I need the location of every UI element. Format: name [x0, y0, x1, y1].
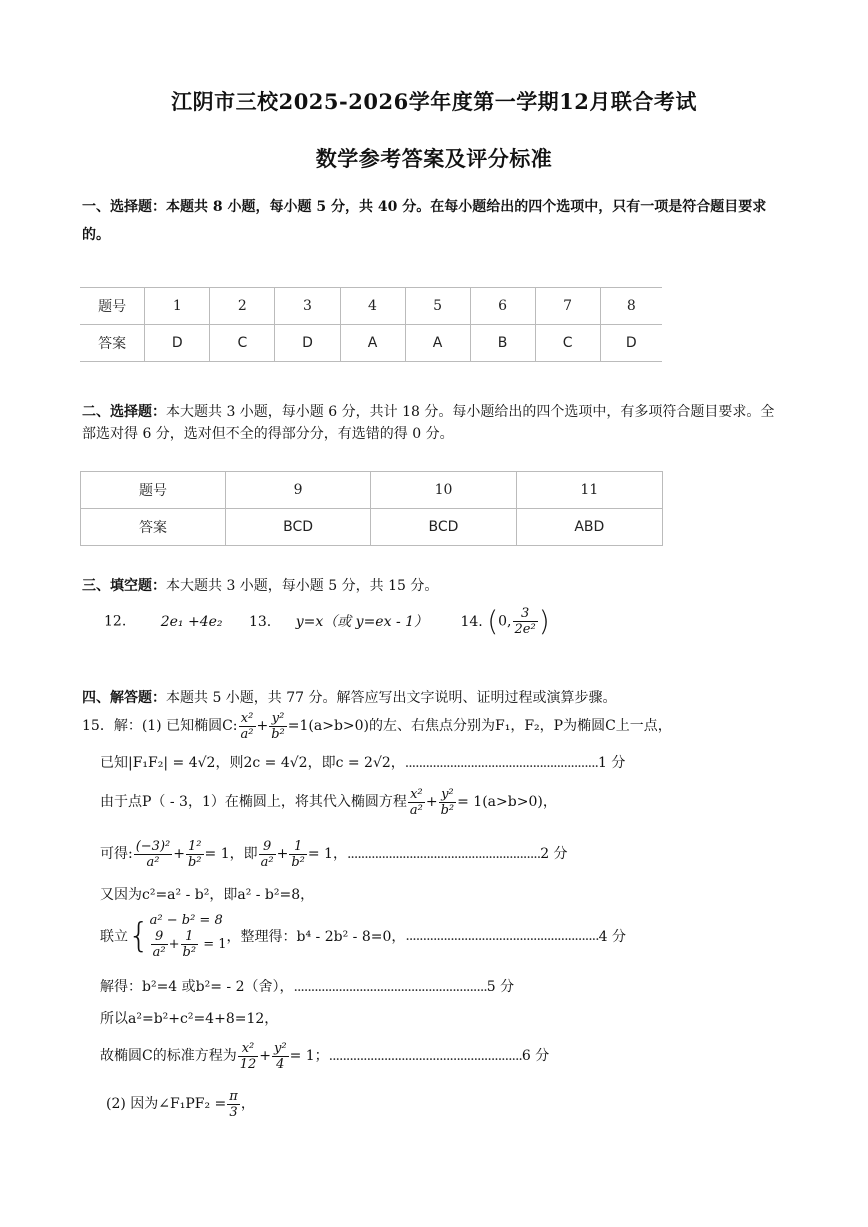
section2-heading-bold: 二、选择题： — [82, 404, 166, 420]
table-cell: 7 — [535, 288, 600, 325]
row-label-answer: 答案 — [81, 509, 226, 546]
fraction: $\frac{\text{y²}}{\text{b²}}$ — [271, 710, 285, 742]
solution-line-10: (2) 因为∠F₁PF₂ = $\frac{\pi}{3}$ ， — [106, 1088, 255, 1120]
table-row — [81, 509, 663, 546]
table-cell: BCD — [371, 509, 516, 546]
solution-line-6: 联立{ a² − b² = 8 $\frac{9}{\text{a²}}$ + $\frac{1}{\text{b²}}$ = 1 ，整理得：b⁴ - 2b² - 8=0，........................................................4 分 — [100, 913, 626, 960]
table-row — [80, 325, 662, 362]
q14-number: 14. — [460, 613, 483, 630]
fraction: $\frac{\text{x²}}{12}$ — [239, 1040, 257, 1072]
table-cell: 4 — [340, 288, 405, 325]
q14-paren-open: ( — [487, 604, 499, 638]
section2-heading-text: 本大题共 3 小题，每小题 6 分，共计 18 分。每小题给出的四个选项中，有多项符合题目要求。全部选对得 6 分，选对但不全的得部分分，有选错的得 0 分。 — [82, 404, 775, 442]
solution-line-8: 所以a²=b²+c²=4+8=12， — [100, 1011, 279, 1027]
fraction: $\frac{1}{\text{b²}}$ — [291, 838, 305, 870]
fraction: $\frac{\text{(−3)²}}{\text{a²}}$ — [135, 838, 171, 870]
fraction: $\frac{9}{\text{a²}}$ — [260, 838, 274, 870]
row-label-question: 题号 — [80, 288, 145, 325]
table-cell: D — [145, 325, 210, 362]
table-cell: 2 — [210, 288, 275, 325]
row-label-answer: 答案 — [80, 325, 145, 362]
table-cell: 3 — [275, 288, 340, 325]
section3-heading — [82, 572, 788, 600]
page-subtitle: 数学参考答案及评分标准 — [315, 146, 553, 171]
solution-line-1: 15．解：(1) 已知椭圆C: $\frac{\text{x²}}{\text{a²}}$ + $\frac{\text{y²}}{\text{b²}}$ =1(a>b>0)的左、右焦点分别为F₁，F₂，P为椭圆C上一点， — [82, 710, 672, 742]
solution-line-7: 解得：b²=4 或b²= - 2（舍），........................................................5 分 — [100, 979, 515, 995]
table-cell: 1 — [145, 288, 210, 325]
table-cell: C — [535, 325, 600, 362]
table-cell: 5 — [405, 288, 470, 325]
table-cell: D — [600, 325, 662, 362]
section3-answers — [104, 606, 550, 642]
solution-line-9: 故椭圆C的标准方程为 $\frac{\text{x²}}{12}$ + $\frac{\text{y²}}{4}$ = 1；........................................................6 分 — [100, 1040, 550, 1072]
table-cell: C — [210, 325, 275, 362]
table-cell: A — [405, 325, 470, 362]
q14-fraction: $\frac{3}{\text{2e²}}$ — [514, 606, 536, 637]
brace: { — [128, 916, 150, 956]
table-cell: D — [275, 325, 340, 362]
section2-heading — [82, 401, 788, 445]
fraction: $\frac{\text{y²}}{4}$ — [274, 1040, 287, 1072]
section1-table — [80, 287, 662, 362]
q13-answer: y=x（或 y=ex - 1） — [295, 613, 429, 630]
section4-heading-bold: 四、解答题： — [82, 690, 166, 706]
row-label-question: 题号 — [81, 472, 226, 509]
section3-heading-bold: 三、填空题： — [82, 578, 166, 594]
solution-line-3: 由于点P（ - 3，1）在椭圆上，将其代入椭圆方程 $\frac{\text{x²}}{\text{a²}}$ + $\frac{\text{y²}}{\text{b²}}$ = 1(a>b>0)， — [100, 786, 557, 818]
fraction: $\frac{\text{1²}}{\text{b²}}$ — [187, 838, 202, 870]
solution-line-4: 可得: $\frac{\text{(−3)²}}{\text{a²}}$ + $\frac{\text{1²}}{\text{b²}}$ = 1，即 $\frac{9}{\text{a²}}$ + $\frac{1}{\text{b²}}$ = 1，........................................................2 分 — [100, 838, 568, 870]
fraction: $\frac{\pi}{3}$ — [229, 1088, 238, 1120]
table-cell: B — [470, 325, 535, 362]
fraction: $\frac{9}{\text{a²}}$ — [152, 929, 166, 960]
table-cell: 6 — [470, 288, 535, 325]
solution-line-5: 又因为c²=a² - b²，即a² - b²=8， — [100, 887, 315, 903]
table-cell: BCD — [225, 509, 370, 546]
page-title: 江阴市三校2025-2026学年度第一学期12月联合考试 — [171, 89, 697, 114]
section3-heading-text: 本大题共 3 小题，每小题 5 分，共 15 分。 — [166, 578, 439, 594]
q14-left: 0, — [498, 613, 512, 630]
section2-table — [80, 471, 663, 546]
q13-number: 13. — [248, 613, 272, 630]
table-cell: 8 — [600, 288, 662, 325]
table-row — [81, 472, 663, 509]
table-cell: ABD — [516, 509, 662, 546]
q12-number: 12. — [104, 613, 127, 630]
section1-heading: 一、选择题：本题共 8 小题，每小题 5 分，共 40 分。在每小题给出的四个选项中，只有一项是符合题目要求的。 — [82, 199, 767, 243]
table-cell: 10 — [371, 472, 516, 509]
table-cell: 9 — [225, 472, 370, 509]
fraction: $\frac{\text{x²}}{\text{a²}}$ — [240, 710, 254, 742]
equation-system: a² − b² = 8 $\frac{9}{\text{a²}}$ + $\frac{1}{\text{b²}}$ = 1 — [149, 913, 227, 960]
fraction: $\frac{\text{x²}}{\text{a²}}$ — [409, 786, 423, 818]
table-cell: A — [340, 325, 405, 362]
fraction: $\frac{\text{y²}}{\text{b²}}$ — [440, 786, 455, 818]
section4-heading-text: 本题共 5 小题，共 77 分。解答应写出文字说明、证明过程或演算步骤。 — [166, 690, 617, 706]
q12-answer: 2e₁ +4e₂ — [160, 613, 223, 630]
table-cell: 11 — [516, 472, 662, 509]
fraction: $\frac{1}{\text{b²}}$ — [182, 929, 197, 960]
q14-paren-close: ) — [538, 604, 550, 638]
table-row — [80, 288, 662, 325]
solution-line-2: 已知|F₁F₂| = 4√2，则2c = 4√2，即c = 2√2，........................................................1 分 — [100, 755, 626, 771]
